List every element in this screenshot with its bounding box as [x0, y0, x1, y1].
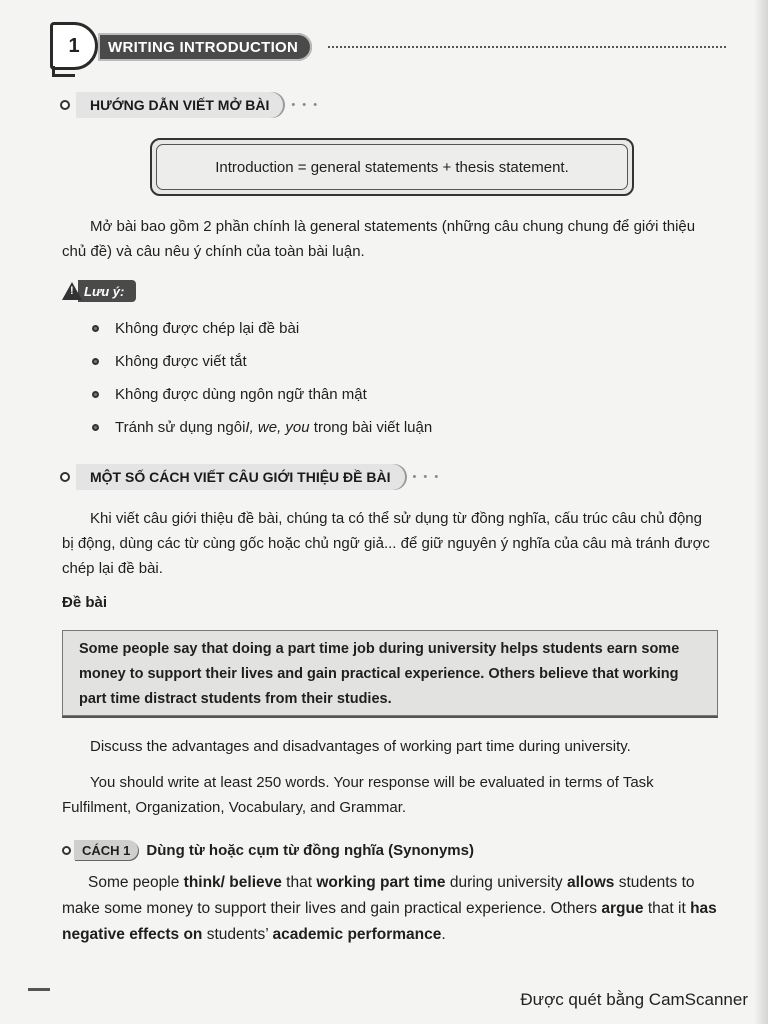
- bullet-icon: [92, 391, 99, 398]
- chapter-number: 1: [68, 34, 80, 57]
- paragraph-line: Fulfilment, Organization, Vocabulary, and Grammar.: [62, 799, 407, 816]
- page-footer-mark: [28, 988, 50, 991]
- method-ring-icon: [62, 846, 71, 855]
- prompt-line: money to support their lives and gain practical experience. Others believe that working: [79, 666, 679, 682]
- essay-prompt-box: [62, 630, 718, 716]
- chapter-badge-tab: [52, 66, 75, 77]
- list-item: Không được viết tắt: [92, 345, 432, 378]
- bullet-icon: [92, 424, 99, 431]
- paragraph-line: bị động, dùng các từ cùng gốc hoặc chủ ngữ giả... để giữ nguyên ý nghĩa của câu mà tránh được: [62, 535, 710, 552]
- paragraph-line: chủ đề) và câu nêu ý chính của toàn bài luận.: [62, 243, 365, 260]
- paragraph-line: Some people think/ believe that working part time during university allows students to: [88, 874, 695, 891]
- warning-icon: !: [62, 282, 82, 300]
- method-title: Dùng từ hoặc cụm từ đồng nghĩa (Synonyms): [146, 841, 474, 859]
- methods-paragraph: [62, 506, 726, 581]
- section-trail-dots: • • •: [412, 471, 441, 483]
- formula-box: [150, 138, 634, 196]
- section-title: HƯỚNG DẪN VIẾT MỞ BÀI: [76, 92, 283, 118]
- bullet-icon: [92, 325, 99, 332]
- page-edge-shadow: [754, 0, 768, 1024]
- paragraph-line: Khi viết câu giới thiệu đề bài, chúng ta có thể sử dụng từ đồng nghĩa, cấu trúc câu chủ động: [90, 510, 702, 527]
- chapter-title: WRITING INTRODUCTION: [98, 33, 312, 61]
- chapter-number-badge: [50, 22, 98, 70]
- section-header-intro-methods: [60, 464, 440, 490]
- section-header-intro-guide: [60, 92, 319, 118]
- list-item: Tránh sử dụng ngôi I, we, you trong bài viết luận: [92, 411, 432, 444]
- section-ring-icon: [60, 472, 70, 482]
- section-title: MỘT SỐ CÁCH VIẾT CÂU GIỚI THIỆU ĐỀ BÀI: [76, 464, 405, 490]
- section-trail-dots: • • •: [291, 99, 320, 111]
- example-paragraph: [62, 870, 728, 948]
- list-item: Không được chép lại đề bài: [92, 312, 432, 345]
- list-item: Không được dùng ngôn ngữ thân mật: [92, 378, 432, 411]
- note-badge: [62, 280, 136, 302]
- bullet-icon: [92, 358, 99, 365]
- paragraph-line: make some money to support their lives and gain practical experience. Others argue that it has: [62, 900, 717, 917]
- instructions-paragraph: [62, 770, 726, 820]
- method-1-header: [62, 839, 474, 861]
- intro-paragraph: [62, 214, 722, 264]
- paragraph-line: chép lại đề bài.: [62, 560, 163, 577]
- method-tag: CÁCH 1: [74, 840, 138, 860]
- prompt-line: part time distract students from their studies.: [79, 691, 392, 707]
- camscanner-watermark: Được quét bằng CamScanner: [520, 990, 748, 1009]
- note-label: Lưu ý:: [78, 280, 136, 302]
- paragraph-line: negative effects on students’ academic performance.: [62, 926, 446, 943]
- note-list: [92, 312, 432, 444]
- discuss-line: Discuss the advantages and disadvantages of working part time during university.: [90, 738, 631, 755]
- prompt-line: Some people say that doing a part time job during university helps students earn some: [79, 641, 680, 657]
- formula-text: Introduction = general statements + thesis statement.: [156, 144, 628, 190]
- de-bai-label: Đề bài: [62, 594, 108, 611]
- chapter-dotted-rule: [328, 46, 726, 48]
- paragraph-line: You should write at least 250 words. Your response will be evaluated in terms of Task: [90, 774, 654, 791]
- paragraph-line: Mở bài bao gồm 2 phần chính là general statements (những câu chung chung để giới thiệu: [90, 218, 696, 235]
- section-ring-icon: [60, 100, 70, 110]
